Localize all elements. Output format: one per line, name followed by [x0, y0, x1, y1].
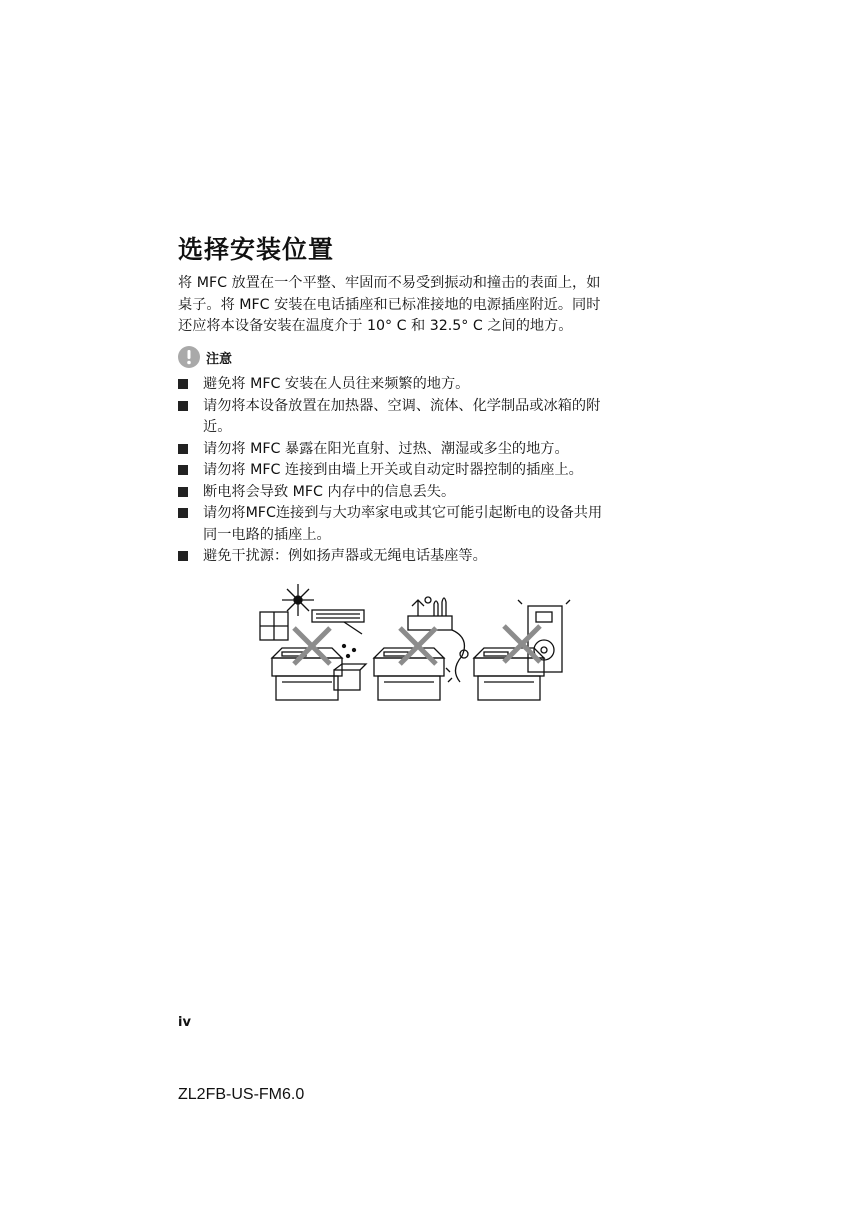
page-number: iv	[178, 1015, 191, 1030]
bullet-square-icon	[178, 551, 188, 561]
list-item	[178, 374, 662, 396]
heat-sun-humidity-panel	[260, 584, 366, 700]
note-heading	[178, 346, 232, 368]
list-item	[178, 546, 662, 568]
list-item	[178, 439, 662, 461]
intro-paragraph	[178, 273, 662, 338]
footer-code: ZL2FB-US-FM6.0	[178, 1086, 305, 1103]
section-title: 选择安装位置	[178, 235, 335, 264]
bullet-square-icon	[178, 444, 188, 454]
list-item-text: 请勿将本设备放置在加热器、空调、流体、化学制品或冰箱的附	[203, 397, 601, 414]
bullet-square-icon	[178, 465, 188, 475]
bullet-square-icon	[178, 508, 188, 518]
list-item-text: 近。	[203, 419, 232, 435]
installation-warning-illustration	[252, 578, 572, 706]
list-item-text: 断电将会导致 MFC 内存中的信息丢失。	[203, 483, 456, 500]
intro-line: 将 MFC 放置在一个平整、牢固而不易受到振动和撞击的表面上，如	[178, 275, 601, 291]
air-conditioner-icon	[312, 610, 364, 634]
cable-icon	[446, 630, 468, 682]
list-item-text: 请勿将 MFC 暴露在阳光直射、过热、潮湿或多尘的地方。	[203, 440, 569, 457]
list-item-text: 避免干扰源：例如扬声器或无绳电话基座等。	[203, 548, 487, 564]
list-item	[178, 396, 662, 439]
intro-line: 还应将本设备安装在温度介于 10° C 和 32.5° C 之间的地方。	[178, 318, 573, 334]
bullet-square-icon	[178, 487, 188, 497]
plant-bottles-icon	[408, 597, 452, 630]
note-label: 注意	[206, 351, 233, 367]
prohibited-x-icon	[504, 626, 540, 662]
intro-line: 桌子。将 MFC 安装在电话插座和已标准接地的电源插座附近。同时	[178, 296, 601, 313]
bullet-square-icon	[178, 379, 188, 389]
list-item-text: 避免将 MFC 安装在人员往来频繁的地方。	[203, 376, 470, 392]
printer-icon	[272, 648, 342, 700]
list-item	[178, 503, 662, 546]
caution-icon	[178, 346, 200, 368]
chemicals-fluids-panel	[374, 597, 468, 700]
list-item	[178, 460, 662, 482]
speaker-interference-panel	[474, 600, 570, 700]
list-item-text: 请勿将 MFC 连接到由墙上开关或自动定时器控制的插座上。	[203, 462, 583, 478]
bullet-square-icon	[178, 401, 188, 411]
list-item	[178, 482, 662, 504]
caution-list	[178, 374, 662, 568]
humidifier-icon	[334, 645, 366, 691]
list-item-text: 同一电路的插座上。	[203, 526, 331, 543]
list-item-text: 请勿将MFC连接到与大功率家电或其它可能引起断电的设备共用	[203, 505, 603, 521]
sun-icon	[282, 584, 314, 616]
